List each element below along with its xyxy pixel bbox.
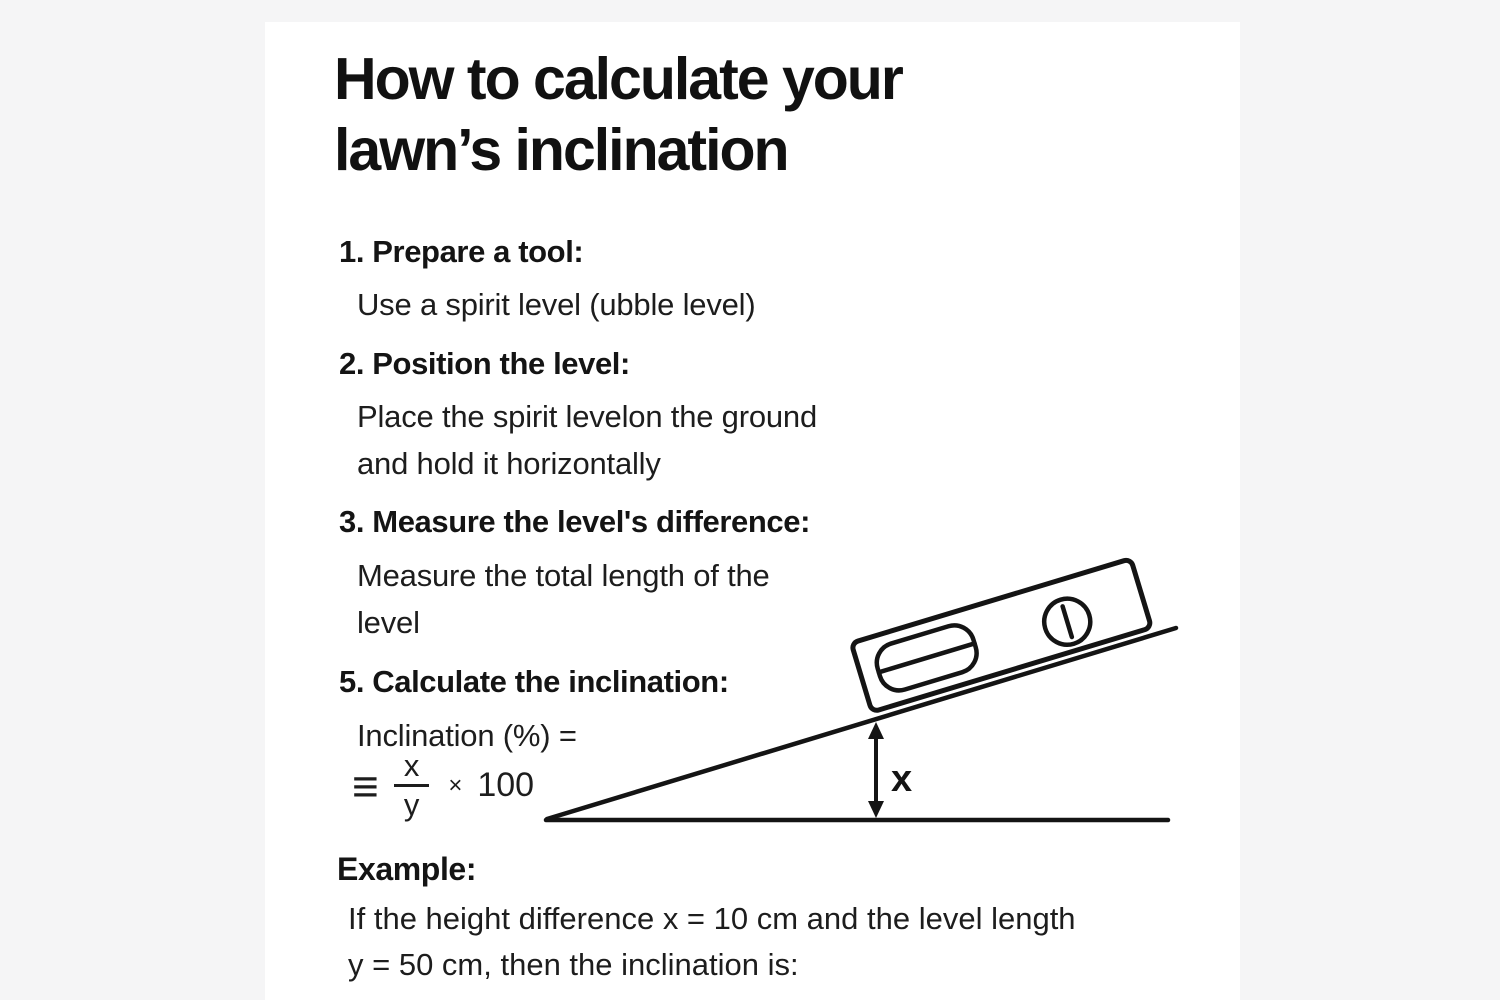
page-title-line2: lawn’s inclination — [334, 117, 788, 183]
step-3-line-1: Measure the total length of the — [357, 558, 770, 593]
step-1-heading: 1. Prepare a tool: — [339, 234, 584, 269]
example-heading: Example: — [337, 851, 477, 887]
step-1-body — [357, 281, 756, 328]
step-3-line-2: level — [357, 605, 420, 640]
step-2-body — [357, 393, 817, 487]
step-3-heading: 3. Measure the level's difference: — [339, 504, 811, 539]
fraction-denominator: y — [394, 784, 430, 823]
fraction-numerator: x — [403, 748, 420, 783]
step-2-line-2: and hold it horizontally — [357, 446, 661, 481]
page-title — [334, 44, 902, 186]
step-1-line-1: Use a spirit level (ubble level) — [357, 287, 756, 322]
multiply-symbol: × — [448, 771, 463, 799]
step-5-line-1: Inclination (%) = — [357, 718, 577, 753]
step-3-body — [357, 552, 770, 646]
example-line-1: If the height difference x = 10 cm and the level length — [348, 901, 1076, 936]
fraction-x-over-y — [394, 748, 430, 823]
formula-factor: 100 — [477, 766, 535, 804]
equivalence-symbol: ≡ — [352, 759, 379, 812]
step-2-heading: 2. Position the level: — [339, 346, 630, 381]
page-title-line1: How to calculate your — [334, 46, 902, 112]
example-line-2: y = 50 cm, then the inclination is: — [348, 947, 799, 982]
step-5-heading: 5. Calculate the inclination: — [339, 664, 729, 699]
height-label: x — [891, 758, 913, 800]
inclination-formula — [352, 748, 534, 823]
step-2-line-1: Place the spirit levelon the ground — [357, 399, 818, 434]
